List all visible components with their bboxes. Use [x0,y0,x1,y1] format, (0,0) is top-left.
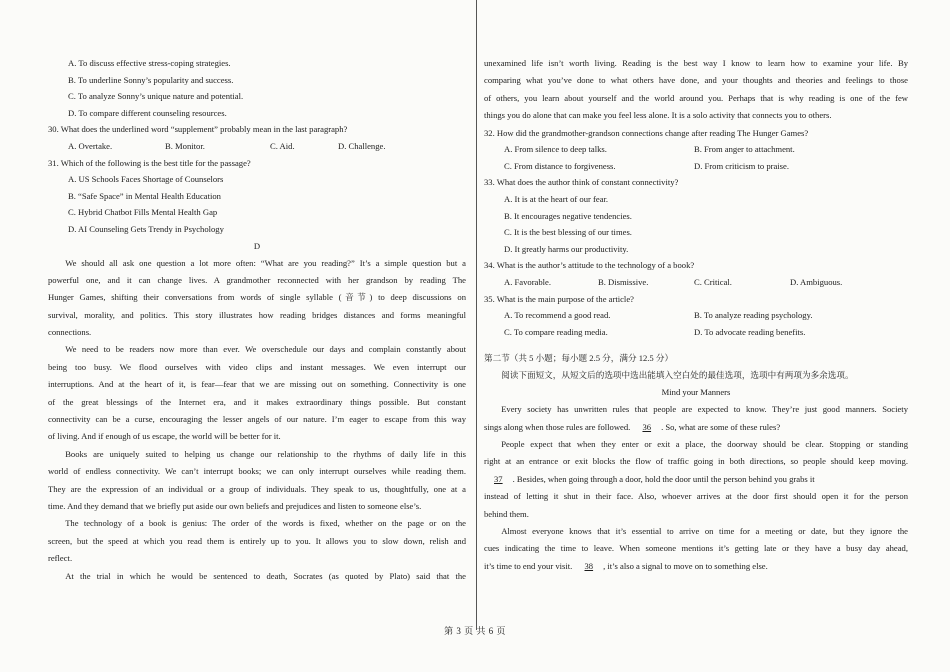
passage-d-continuation [484,58,908,128]
right-column [484,58,908,578]
text-line: interruptions. And at the heart of it, is fear—fear that we are missing out on something. Connectivity is one [48,379,466,390]
q29-option-c: C. To analyze Sonny’s unique nature and potential. [68,91,244,102]
text-line: Books are uniquely suited to helping us change our relationship to the rhythms of daily life in this [65,448,466,459]
q34-option-a: A. Favorable. [504,276,552,287]
q35-stem: 35. What is the main purpose of the article? [484,293,634,304]
text-line: People expect that when they enter or exit a place, the doorway should be clear. Stopping or standing [501,439,908,450]
blank-37[interactable]: 37 [494,473,503,484]
left-column [48,58,466,588]
passage-d-paragraph-2 [48,344,466,448]
text-line: We should all ask one question a lot more often: “What are you reading?” It’s a simple question but a [65,257,466,268]
q30-options [48,141,466,158]
q35-option-b: B. To analyze reading psychology. [694,310,813,321]
passage-d-paragraph-4 [48,518,466,570]
q34-option-b: B. Dismissive. [598,276,649,287]
passage-title: Mind your Manners [661,387,731,398]
q33-stem: 33. What does the author think of constant connectivity? [484,177,679,188]
blank-36[interactable]: 36 [642,421,652,432]
text-segment: , it’s also a signal to move on to something else. [603,560,768,571]
text-line: comparing what you’ve done to what others have done, and your thoughts and theories and feelings to those [484,75,908,86]
q31-option-a: A. US Schools Faces Shortage of Counselors [68,174,224,185]
q31-option-b: B. “Safe Space” in Mental Health Education [68,190,221,201]
q29-option-b: B. To underline Sonny’s popularity and success. [68,74,234,85]
blank-38[interactable]: 38 [584,560,594,571]
q32-option-b: B. From anger to attachment. [694,144,795,155]
text-line: We need to be readers now more than ever. We overschedule our days and complain constantly about [65,344,466,355]
section-2-heading: 第二节（共 5 小题；每小题 2.5 分，满分 12.5 分） [484,353,674,364]
q34-options [484,277,908,294]
text-segment: . Besides, when going through a door, hold the door until the person behind you grabs it [512,473,815,484]
q32-option-a: A. From silence to deep talks. [504,144,607,155]
text-line [484,474,908,491]
q35-options-row-2 [484,327,908,344]
q31-stem: 31. Which of the following is the best title for the passage? [48,157,251,168]
passage-d-paragraph-5 [48,571,466,588]
text-line: being too busy. We flood ourselves with video clips and instant messages. We even interrupt our [48,361,466,372]
text-line: connectivity can be a curse, encouraging the lesser angels of our nature. I’m eager to escape from this way [48,414,466,425]
text-segment: . So, what are some of these rules? [661,421,781,432]
text-line: unexamined life isn’t worth living. Reading is the best way I know to learn how to examine your life. By [484,58,908,68]
q29-option-a: A. To discuss effective stress-coping strategies. [68,58,231,68]
text-line: They are the expression of an individual or a group of individuals. They speak to us, thoughtfully, one at a [48,483,466,494]
q31-option-d: D. AI Counseling Gets Trendy in Psychology [68,223,224,234]
text-line: Almost everyone knows that it’s essential to arrive on time for a meeting or date, but they ignore the [501,526,908,537]
q33-option-a: A. It is at the heart of our fear. [504,193,609,204]
passage-d-paragraph-1 [48,258,466,345]
q34-stem: 34. What is the author’s attitude to the technology of a book? [484,260,695,271]
page-number-footer: 第 3 页 共 6 页 [444,626,506,636]
text-line: things you do alone that can make you feel less alone. It is a solo activity that connects you to others. [484,110,832,121]
text-line: reflect. [48,553,73,564]
q30-stem: 30. What does the underlined word “supplement” probably mean in the last paragraph? [48,124,348,135]
text-line: right at an entrance or exit blocks the flow of traffic going in both directions, so people should keep moving. [484,456,908,467]
text-line: cues indicating the time to leave. When someone mentions it’s getting late or they have a busy day ahead, [484,543,908,554]
q30-option-d: D. Challenge. [338,140,386,151]
q32-option-d: D. From criticism to praise. [694,160,789,171]
q34-option-d: D. Ambiguous. [790,276,843,287]
manners-paragraph-1 [484,404,908,439]
text-line: Every society has unwritten rules that people are expected to know. They’re just good manners. Society [501,404,908,415]
q32-stem: 32. How did the grandmother-grandson connections change after reading The Hunger Games? [484,127,809,138]
text-line [484,422,908,439]
q35-option-d: D. To advocate reading benefits. [694,326,806,337]
text-line: screen, but the speed at which you read them is entirely up to you. It allows you to slow down, relish and [48,535,466,546]
column-divider [476,0,477,630]
passage-d-paragraph-3 [48,449,466,519]
q30-option-b: B. Monitor. [165,140,205,151]
manners-paragraph-2 [484,439,908,526]
text-line: world of endless connectivity. We can’t interrupt books; we can only interrupt ourselves while reading them. [48,466,466,477]
q33-option-c: C. It is the best blessing of our times. [504,227,632,238]
q35-options-row-1 [484,310,908,327]
q34-option-c: C. Critical. [694,276,732,287]
text-line: The technology of a book is genius: The order of the words is fixed, whether on the page or on the [65,518,466,529]
text-line: connections. [48,327,92,338]
text-segment: it’s time to end your visit. [484,560,573,571]
text-line: At the trial in which he would be sentenced to death, Socrates (as quoted by Plato) said that the [65,570,466,581]
q32-option-c: C. From distance to forgiveness. [504,160,616,171]
q30-option-c: C. Aid. [270,140,295,151]
q33-option-b: B. It encourages negative tendencies. [504,210,632,221]
q33-option-d: D. It greatly harms our productivity. [504,243,629,254]
text-line: Hunger Games, shifting their conversations from words of single syllable (音节) to deep discussions on [48,292,466,303]
text-line: of living. And if enough of us escape, the world will be better for it. [48,431,281,442]
text-line: of the great blessings of the Internet era, and it makes extraordinary things possible. But constant [48,396,466,407]
q30-option-a: A. Overtake. [68,140,113,151]
text-line: behind them. [484,508,529,519]
text-line [484,561,908,578]
q31-option-c: C. Hybrid Chatbot Fills Mental Health Gap [68,207,218,218]
text-segment: sings along when those rules are followed. [484,421,631,432]
q29-option-d: D. To compare different counseling resources. [68,107,227,118]
q35-option-a: A. To recommend a good read. [504,310,611,321]
q35-option-c: C. To compare reading media. [504,326,608,337]
q32-options-row-1 [484,144,908,161]
section-2-instruction: 阅读下面短文，从短文后的选项中选出能填入空白处的最佳选项，选项中有两项为多余选项。 [501,370,854,381]
q32-options-row-2 [484,161,908,178]
text-line: instead of letting it shut in their face. Also, whoever arrives at the door first should open it for the person [484,491,908,502]
text-line: time. And they demand that we briefly put aside our own beliefs and prejudices and listen to someone else’s. [48,501,422,511]
section-letter-d: D [253,240,261,251]
text-line: survival, morality, and politics. This story illustrates how reading bridges distances and forms meaningful [48,309,466,320]
text-line: of others, you learn about yourself and the world around you. Perhaps that is why reading is one of the few [484,92,908,103]
text-line: powerful one, and it can change lives. A grandmother reconnected with her grandson by reading The [48,274,466,285]
manners-paragraph-3 [484,526,908,578]
